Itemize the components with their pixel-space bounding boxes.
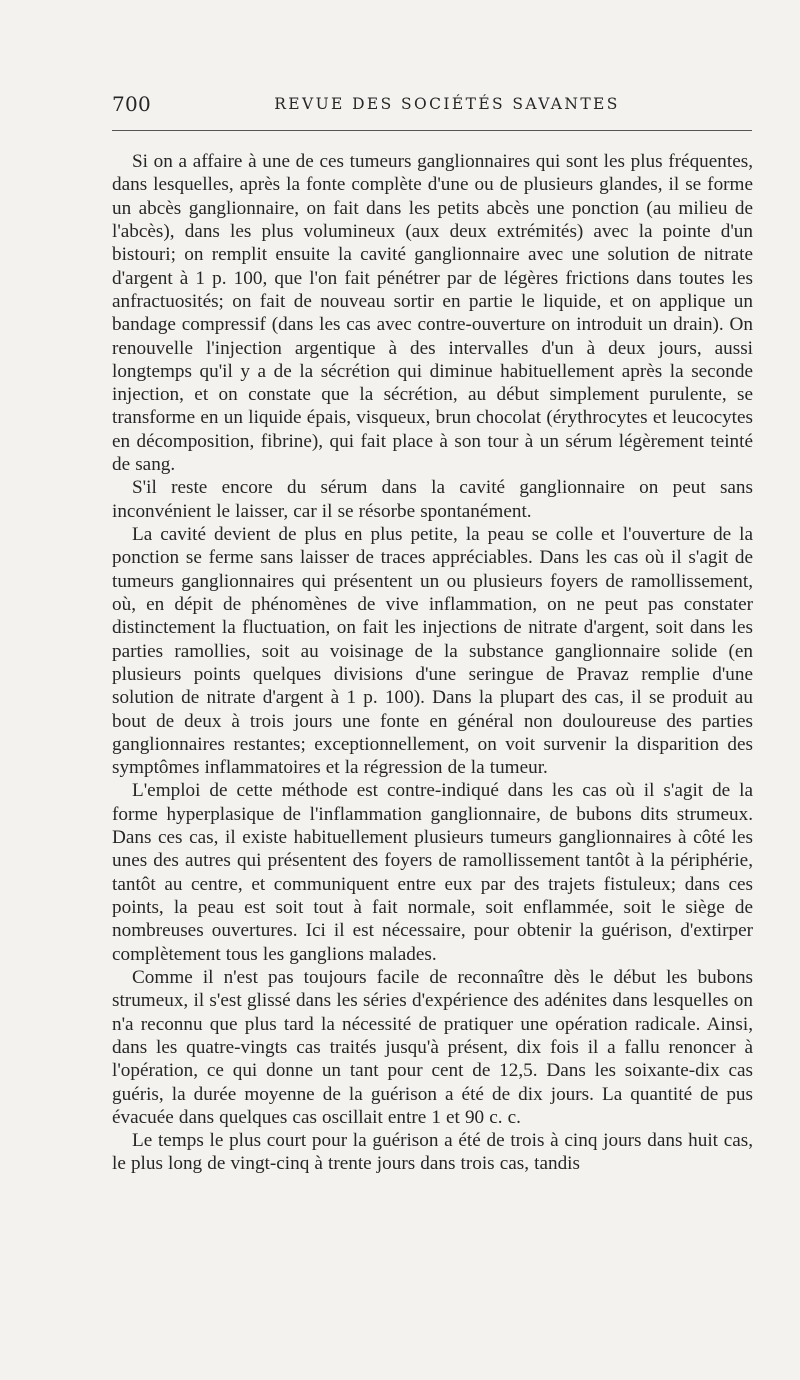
running-title: REVUE DES SOCIÉTÉS SAVANTES xyxy=(274,95,620,113)
paragraph: L'emploi de cette méthode est contre-indiqué dans les cas où il s'agit de la forme hyperplasique de l'inflammation ganglionnaire, de bubons dits strumeux. Dans ces cas, il existe habituellement plusieurs tumeurs ganglionnaires à côté les unes des autres qui présentent des foyers de ramollissement tantôt à la périphérie, tantôt au centre, et communiquent entre eux par des trajets fistuleux; dans ces points, la peau est soit tout à fait normale, soit enflammée, soit le siège de nombreuses ouvertures. Ici il est nécessaire, pour obtenir la guérison, d'extirper complètement tous les ganglions malades. xyxy=(112,780,753,965)
article-body xyxy=(112,150,753,1176)
paragraph: Comme il n'est pas toujours facile de reconnaître dès le début les bubons strumeux, il s'est glissé dans les séries d'expérience des adénites dans lesquelles on n'a reconnu que plus tard la nécessité de pratiquer une opération radicale. Ainsi, dans les quatre-vingts cas traités jusqu'à présent, dix fois il a fallu renoncer à l'opération, ce qui donne un tant pour cent de 12,5. Dans les soixante-dix cas guéris, la durée moyenne de la guérison a été de dix jours. La quantité de pus évacuée dans quelques cas oscillait entre 1 et 90 c. c. xyxy=(112,966,753,1128)
paragraph: Si on a affaire à une de ces tumeurs ganglionnaires qui sont les plus fréquentes, dans lesquelles, après la fonte complète d'une ou de plusieurs glandes, il se forme un abcès ganglionnaire, on fait dans les petits abcès une ponction (au milieu de l'abcès), dans les plus volumineux (aux deux extrémités) avec la pointe d'un bistouri; on remplit ensuite la cavité ganglionnaire avec une solution de nitrate d'argent à 1 p. 100, que l'on fait pénétrer par de légères frictions dans toutes les anfractuosités; on fait de nouveau sortir en partie le liquide, et on applique un bandage compressif (dans les cas avec contre-ouverture on introduit un drain). On renouvelle l'injection argentique à des intervalles d'un à deux jours, aussi longtemps qu'il y a de la sécrétion qui diminue habituellement après la seconde injection, et on constate que la sécrétion, au début simplement purulente, se transforme en un liquide épais, visqueux, brun chocolat (érythrocytes et leucocytes en décomposition, fibrine), qui fait place à son tour à un sérum légèrement teinté de sang. xyxy=(112,151,753,476)
paragraph: S'il reste encore du sérum dans la cavité ganglionnaire on peut sans inconvénient le laisser, car il se résorbe spontanément. xyxy=(112,477,753,522)
header-rule xyxy=(112,130,752,131)
paragraph: Le temps le plus court pour la guérison a été de trois à cinq jours dans huit cas, le plus long de vingt-cinq à trente jours dans trois cas, tandis xyxy=(112,1130,753,1175)
page-number: 700 xyxy=(112,92,152,116)
paragraph: La cavité devient de plus en plus petite, la peau se colle et l'ouverture de la ponction se ferme sans laisser de traces appréciables. Dans les cas où il s'agit de tumeurs ganglionnaires qui présentent un ou plusieurs foyers de ramollissement, où, en dépit de phénomènes de vive inflammation, on ne peut pas constater distinctement la fluctuation, on fait les injections de nitrate d'argent, soit dans les parties ramollies, soit au voisinage de la substance ganglionnaire solide (en plusieurs points quelques divisions d'une seringue de Pravaz remplie d'une solution de nitrate d'argent à 1 p. 100). Dans la plupart des cas, il se produit au bout de deux à trois jours une fonte en général non douloureuse des parties ganglionnaires restantes; exceptionnellement, on voit survenir la disparition des symptômes inflammatoires et la régression de la tumeur. xyxy=(112,524,753,779)
page-header xyxy=(112,92,752,120)
